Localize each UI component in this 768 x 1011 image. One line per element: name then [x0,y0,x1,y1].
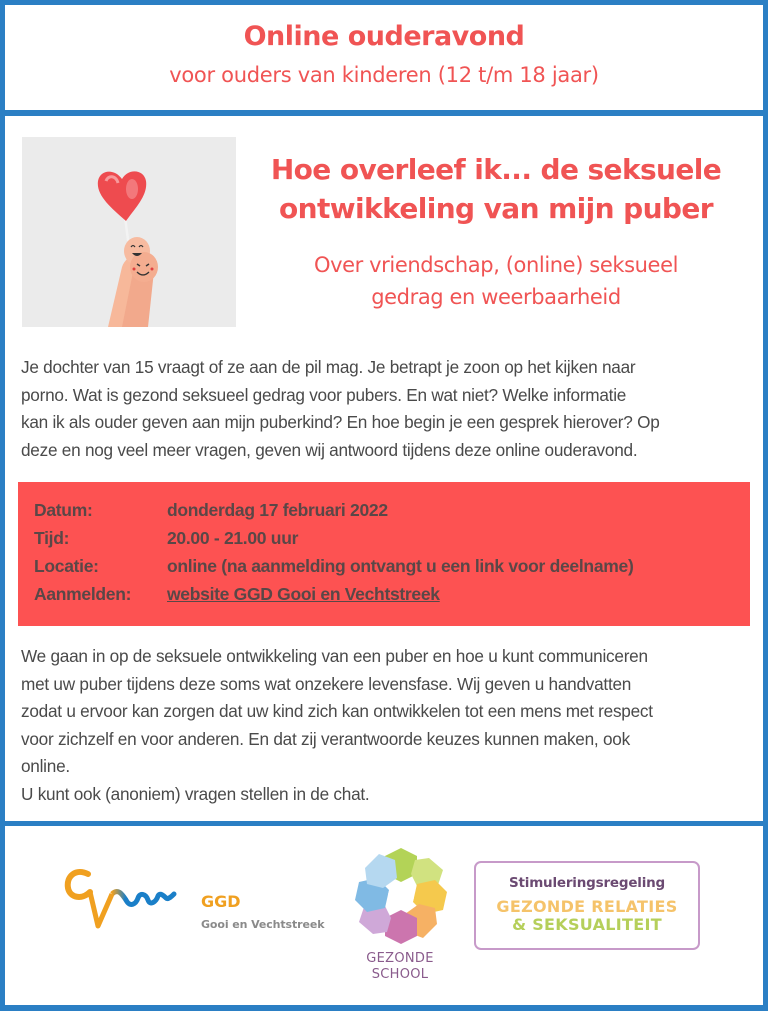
main-panel [5,116,763,821]
event-info-box [18,482,750,626]
ggd-name: GGD [201,892,241,911]
subheadline [241,249,751,313]
register-link[interactable]: website GGD Gooi en Vechtstreek [167,584,440,604]
detail-line: U kunt ook (anoniem) vragen stellen in de chat. [21,783,370,804]
finger-heart-illustration-icon [22,137,236,327]
headline [241,150,751,228]
headline-line-1: Hoe overleef ik... de seksuele [270,153,722,186]
info-value: online (na aanmelding ontvangt u een link voor deelname) [167,556,634,576]
gezonde-school-label [350,951,450,983]
stimuleringsregeling-logo [474,861,700,950]
intro-line: deze en nog veel meer vragen, geven wij antwoord tijdens deze online ouderavond. [21,439,638,460]
stimuleringsregeling-line-2 [476,916,698,934]
seksualiteit-text: & SEKSUALITEIT [512,915,662,934]
hero-image [22,137,236,327]
event-audience: voor ouders van kinderen (12 t/m 18 jaar) [169,63,599,87]
detail-line: online. [21,756,70,777]
detail-line: met uw puber tijdens deze soms wat onzekere levensfase. Wij geven u handvatten [21,673,632,694]
info-label: Locatie: [34,556,99,576]
gezonde-school-line-2: SCHOOL [371,967,429,982]
ggd-logo-icon [60,864,185,944]
relaties-text: GEZONDE RELATIES [496,897,678,916]
intro-line: kan ik als ouder geven aan mijn puberkind? En hoe begin je een gesprek hierover? Op [21,412,660,433]
intro-line: porno. Wat is gezond seksueel gedrag voor pubers. En wat niet? Welke informatie [21,384,627,405]
intro-line: Je dochter van 15 vraagt of ze aan de pil mag. Je betrapt je zoon op het kijken naar [21,357,636,377]
info-row-location [34,556,633,577]
info-value: donderdag 17 februari 2022 [167,500,388,520]
detail-line: We gaan in op de seksuele ontwikkeling van een puber en hoe u kunt communiceren [21,646,648,666]
info-value: 20.00 - 21.00 uur [167,528,299,548]
info-row-date [34,500,388,521]
gezonde-school-logo-icon [349,844,453,948]
info-label: Tijd: [34,528,70,548]
detail-paragraph [21,643,751,809]
info-row-time [34,528,298,549]
detail-line: zodat u ervoor kan zorgen dat uw kind zich kan ontwikkelen tot een mens met respect [21,701,653,722]
info-label: Datum: [34,500,93,520]
header-panel [5,5,763,110]
stimuleringsregeling-line-1 [476,898,698,916]
subheadline-line-2: gedrag en weerbaarheid [371,285,621,309]
event-title: Online ouderavond [243,21,525,52]
intro-paragraph [21,354,751,464]
detail-line: voor zichzelf en voor anderen. En dat zij verantwoorde keuzes kunnen maken, ook [21,728,630,749]
footer-logos-panel [5,826,763,1005]
stimuleringsregeling-title: Stimuleringsregeling [508,875,666,891]
ggd-region: Gooi en Vechtstreek [201,918,325,931]
gezonde-school-line-1: GEZONDE [366,951,434,966]
subheadline-line-1: Over vriendschap, (online) seksueel [313,253,679,277]
headline-line-2: ontwikkeling van mijn puber [279,192,713,225]
info-row-register [34,584,440,605]
info-label: Aanmelden: [34,584,132,604]
